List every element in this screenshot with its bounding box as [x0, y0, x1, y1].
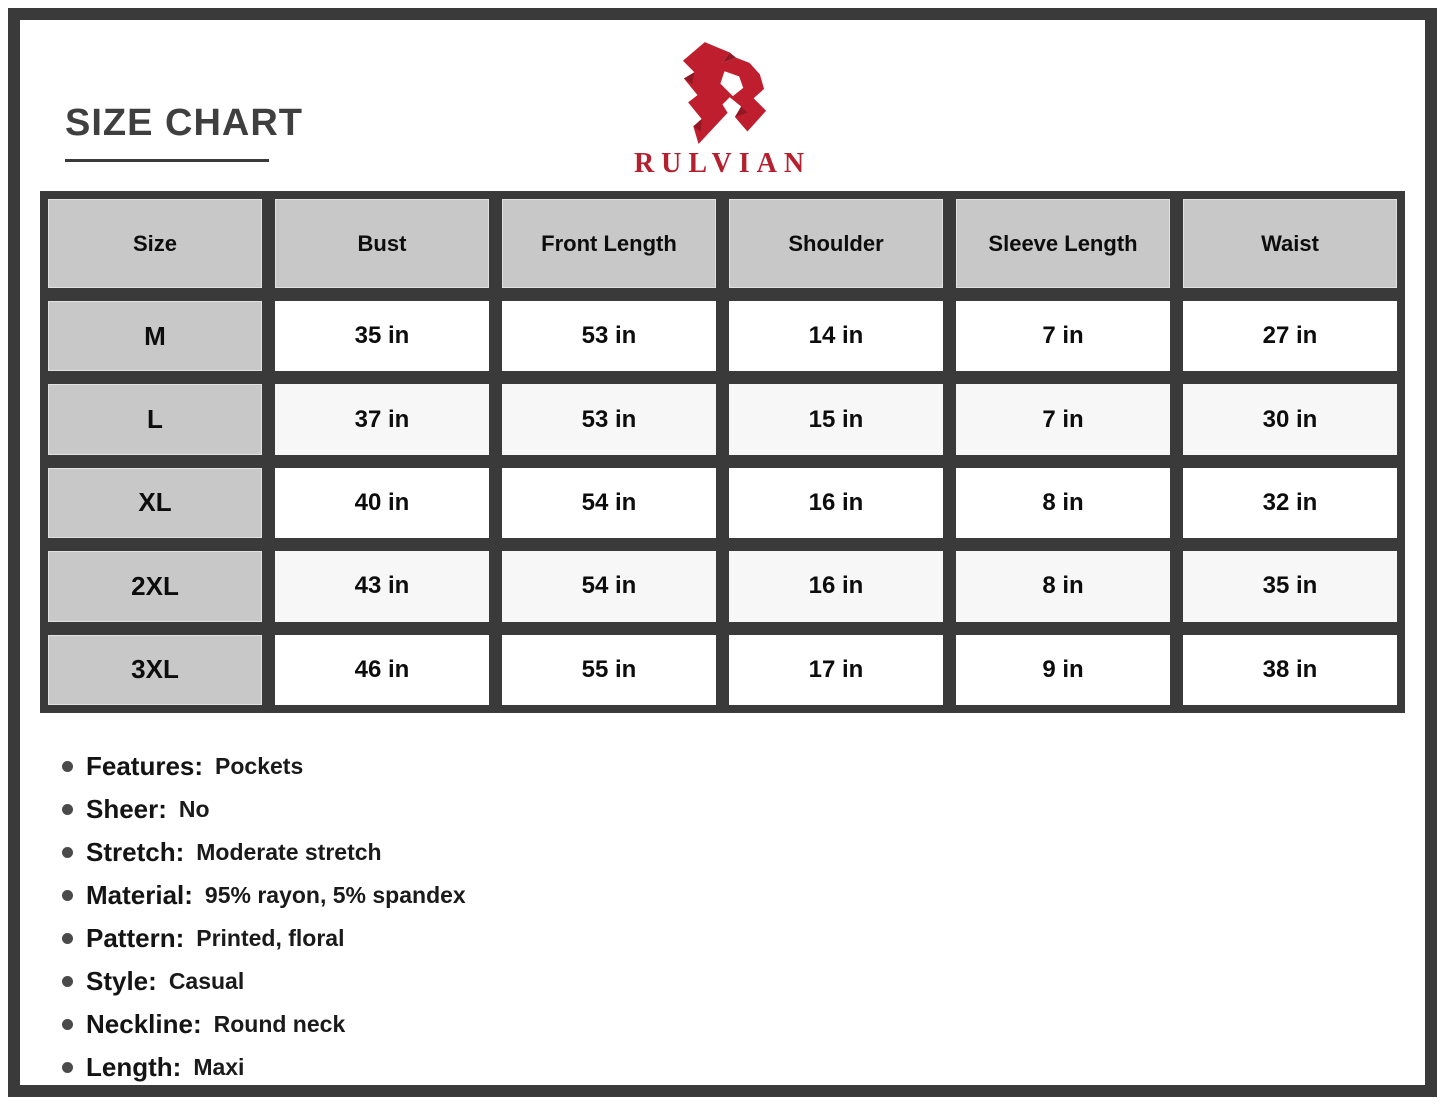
detail-label: Material: [86, 880, 193, 910]
bullet-dot-icon [62, 976, 73, 987]
column-header-front-length: Front Length [502, 199, 716, 288]
bullet-dot-icon [62, 847, 73, 858]
column-header-waist: Waist [1183, 199, 1397, 288]
list-item [62, 1046, 466, 1089]
table-cell: 30 in [1183, 384, 1397, 454]
size-cell: M [48, 301, 262, 371]
product-details-list [62, 745, 466, 1089]
table-cell: 37 in [275, 384, 489, 454]
table-cell: 55 in [502, 635, 716, 705]
detail-value: Printed, floral [196, 925, 345, 951]
detail-label: Neckline: [86, 1009, 202, 1039]
page-title: SIZE CHART [65, 102, 303, 144]
table-cell: 53 in [502, 301, 716, 371]
list-item [62, 874, 466, 917]
rulvian-r-logo-icon [666, 40, 778, 144]
table-cell: 40 in [275, 468, 489, 538]
table-cell: 16 in [729, 551, 943, 621]
table-cell: 53 in [502, 384, 716, 454]
size-cell: 3XL [48, 635, 262, 705]
detail-value: Maxi [193, 1054, 245, 1080]
table-cell: 9 in [956, 635, 1170, 705]
table-cell: 14 in [729, 301, 943, 371]
bullet-dot-icon [62, 804, 73, 815]
detail-label: Style: [86, 966, 157, 996]
list-item [62, 831, 466, 874]
table-cell: 54 in [502, 551, 716, 621]
detail-label: Sheer: [86, 794, 167, 824]
list-item [62, 788, 466, 831]
table-cell: 35 in [1183, 551, 1397, 621]
bullet-dot-icon [62, 890, 73, 901]
table-cell: 46 in [275, 635, 489, 705]
size-chart-table [40, 191, 1405, 713]
title-underline [65, 159, 269, 162]
detail-value: Pockets [215, 753, 304, 779]
size-cell: XL [48, 468, 262, 538]
column-header-shoulder: Shoulder [729, 199, 943, 288]
brand-logo [634, 40, 811, 180]
detail-label: Pattern: [86, 923, 185, 953]
size-cell: 2XL [48, 551, 262, 621]
detail-label: Stretch: [86, 837, 185, 867]
table-cell: 16 in [729, 468, 943, 538]
table-cell: 7 in [956, 384, 1170, 454]
table-cell: 35 in [275, 301, 489, 371]
column-header-sleeve-length: Sleeve Length [956, 199, 1170, 288]
table-cell: 7 in [956, 301, 1170, 371]
table-cell: 32 in [1183, 468, 1397, 538]
detail-value: 95% rayon, 5% spandex [204, 882, 466, 908]
size-cell: L [48, 384, 262, 454]
bullet-dot-icon [62, 761, 73, 772]
table-cell: 8 in [956, 468, 1170, 538]
table-cell: 43 in [275, 551, 489, 621]
table-cell: 15 in [729, 384, 943, 454]
bullet-dot-icon [62, 933, 73, 944]
list-item [62, 960, 466, 1003]
detail-value: No [178, 796, 210, 822]
detail-label: Length: [86, 1052, 182, 1082]
detail-value: Casual [168, 968, 245, 994]
brand-name: RULVIAN [633, 148, 812, 179]
column-header-bust: Bust [275, 199, 489, 288]
table-cell: 27 in [1183, 301, 1397, 371]
list-item [62, 745, 466, 788]
column-header-size: Size [48, 199, 262, 288]
table-cell: 8 in [956, 551, 1170, 621]
detail-value: Round neck [213, 1011, 346, 1037]
list-item [62, 1003, 466, 1046]
table-cell: 54 in [502, 468, 716, 538]
detail-label: Features: [86, 751, 204, 781]
table-cell: 17 in [729, 635, 943, 705]
list-item [62, 917, 466, 960]
detail-value: Moderate stretch [196, 839, 382, 865]
bullet-dot-icon [62, 1062, 73, 1073]
table-cell: 38 in [1183, 635, 1397, 705]
bullet-dot-icon [62, 1019, 73, 1030]
